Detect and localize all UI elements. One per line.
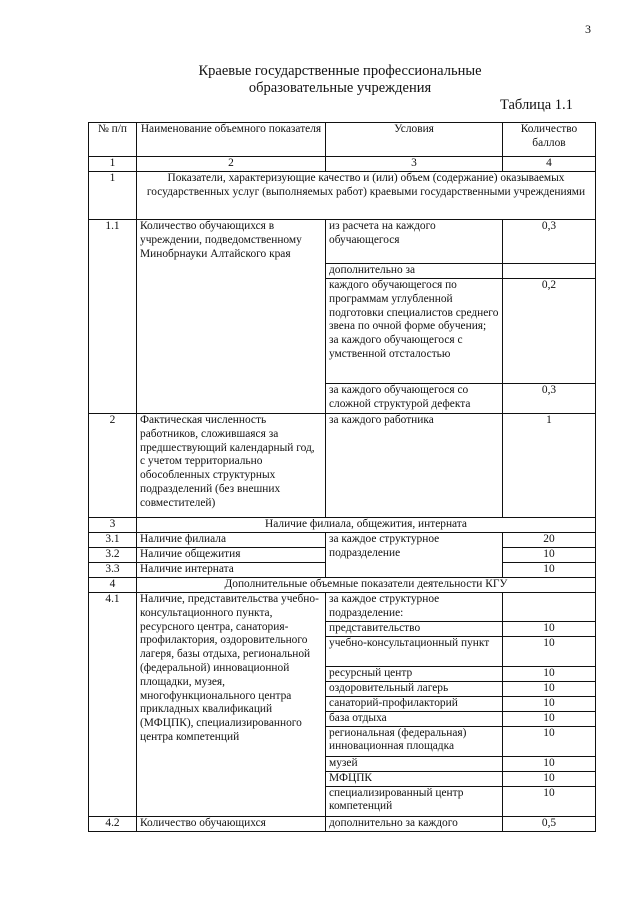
row-name: Фактическая численность работников, сложившаяся за предшествующий календарный год, с учетом территориально обособленных структурных подразделений (без внешних совместителей) <box>137 414 326 518</box>
row-condition: санаторий-профилакторий <box>326 696 503 711</box>
row-condition: специализированный центр компетенций <box>326 786 503 816</box>
row-name: Количество обучающихся <box>137 816 326 831</box>
row-points: 10 <box>503 563 596 578</box>
section-num: 3 <box>89 518 137 533</box>
row-points: 10 <box>503 771 596 786</box>
row-points: 10 <box>503 711 596 726</box>
section-row-4 <box>89 578 596 593</box>
table-row <box>89 533 596 548</box>
row-condition: дополнительно за <box>326 264 503 279</box>
row-name: Наличие интерната <box>137 563 326 578</box>
colnum-4: 4 <box>503 157 596 172</box>
row-points: 20 <box>503 533 596 548</box>
row-num: 3.3 <box>89 563 137 578</box>
row-num: 3.1 <box>89 533 137 548</box>
row-num: 1.1 <box>89 220 137 414</box>
colnum-2: 2 <box>137 157 326 172</box>
colnum-1: 1 <box>89 157 137 172</box>
row-points: 0,5 <box>503 816 596 831</box>
row-condition: за каждого работника <box>326 414 503 518</box>
row-condition: ресурсный центр <box>326 666 503 681</box>
condition-line: каждого обучающегося по программам углубленной подготовки специалистов среднего звена по очной форме обучения; <box>329 279 499 333</box>
section-title: Наличие филиала, общежития, интерната <box>137 518 596 533</box>
row-condition: из расчета на каждого обучающегося <box>326 220 503 264</box>
row-name: Количество обучающихся в учреждении, подведомственному Минобрнауки Алтайского края <box>137 220 326 414</box>
table-row <box>89 593 596 622</box>
row-num: 4.1 <box>89 593 137 817</box>
row-points: 10 <box>503 681 596 696</box>
header-conditions: Условия <box>326 123 503 157</box>
row-condition: музей <box>326 756 503 771</box>
row-condition: учебно-консультационный пункт <box>326 636 503 666</box>
row-condition: региональная (федеральная) инновационная площадка <box>326 726 503 756</box>
row-condition: оздоровительный лагерь <box>326 681 503 696</box>
header-points: Количество баллов <box>503 123 596 157</box>
document-title <box>150 63 530 97</box>
row-points: 10 <box>503 636 596 666</box>
row-points: 10 <box>503 726 596 756</box>
row-points: 10 <box>503 756 596 771</box>
points-table <box>88 122 596 832</box>
table-row <box>89 414 596 518</box>
section-title: Показатели, характеризующие качество и (или) объем (содержание) оказываемых государственных услуг (выполняемых работ) краевыми государственными учреждениями <box>137 172 596 220</box>
row-num: 2 <box>89 414 137 518</box>
row-name: Наличие, представительства учебно-консультационного пункта, ресурсного центра, санатория-профилактория, оздоровительного лагеря, базы отдыха, региональной (федеральной) инновационной площадки, музея, многофункционального центра прикладных квалификаций (МФЦПК), специализированного центра компетенций <box>137 593 326 817</box>
row-num: 4.2 <box>89 816 137 831</box>
section-title: Дополнительные объемные показатели деятельности КГУ <box>137 578 596 593</box>
row-condition: за каждое структурное подразделение <box>326 533 503 578</box>
condition-line: за каждого обучающегося с умственной отсталостью <box>329 334 463 360</box>
section-num: 1 <box>89 172 137 220</box>
title-line-1: Краевые государственные профессиональные <box>198 63 482 79</box>
page-number: 3 <box>585 22 591 36</box>
row-points: 10 <box>503 696 596 711</box>
column-number-row <box>89 157 596 172</box>
row-condition: база отдыха <box>326 711 503 726</box>
row-points: 1 <box>503 414 596 518</box>
row-name: Наличие общежития <box>137 548 326 563</box>
title-line-2: образовательные учреждения <box>248 80 432 96</box>
row-condition: дополнительно за каждого <box>326 816 503 831</box>
section-row-1 <box>89 172 596 220</box>
row-points: 10 <box>503 786 596 816</box>
row-name: Наличие филиала <box>137 533 326 548</box>
row-condition: за каждого обучающегося со сложной структурой дефекта <box>326 384 503 414</box>
row-points: 0,3 <box>503 384 596 414</box>
table-label: Таблица 1.1 <box>500 97 573 113</box>
section-row-3 <box>89 518 596 533</box>
table-row <box>89 220 596 264</box>
header-name: Наименование объемного показателя <box>137 123 326 157</box>
row-points: 0,2 <box>503 279 596 384</box>
table-row <box>89 816 596 831</box>
row-condition: МФЦПК <box>326 771 503 786</box>
section-num: 4 <box>89 578 137 593</box>
row-points: 10 <box>503 621 596 636</box>
table-header-row <box>89 123 596 157</box>
row-points: 0,3 <box>503 220 596 264</box>
row-condition <box>326 279 503 384</box>
row-points: 10 <box>503 666 596 681</box>
header-num: № п/п <box>89 123 137 157</box>
row-condition: представительство <box>326 621 503 636</box>
row-condition: за каждое структурное подразделение: <box>326 593 503 622</box>
colnum-3: 3 <box>326 157 503 172</box>
row-num: 3.2 <box>89 548 137 563</box>
row-points: 10 <box>503 548 596 563</box>
